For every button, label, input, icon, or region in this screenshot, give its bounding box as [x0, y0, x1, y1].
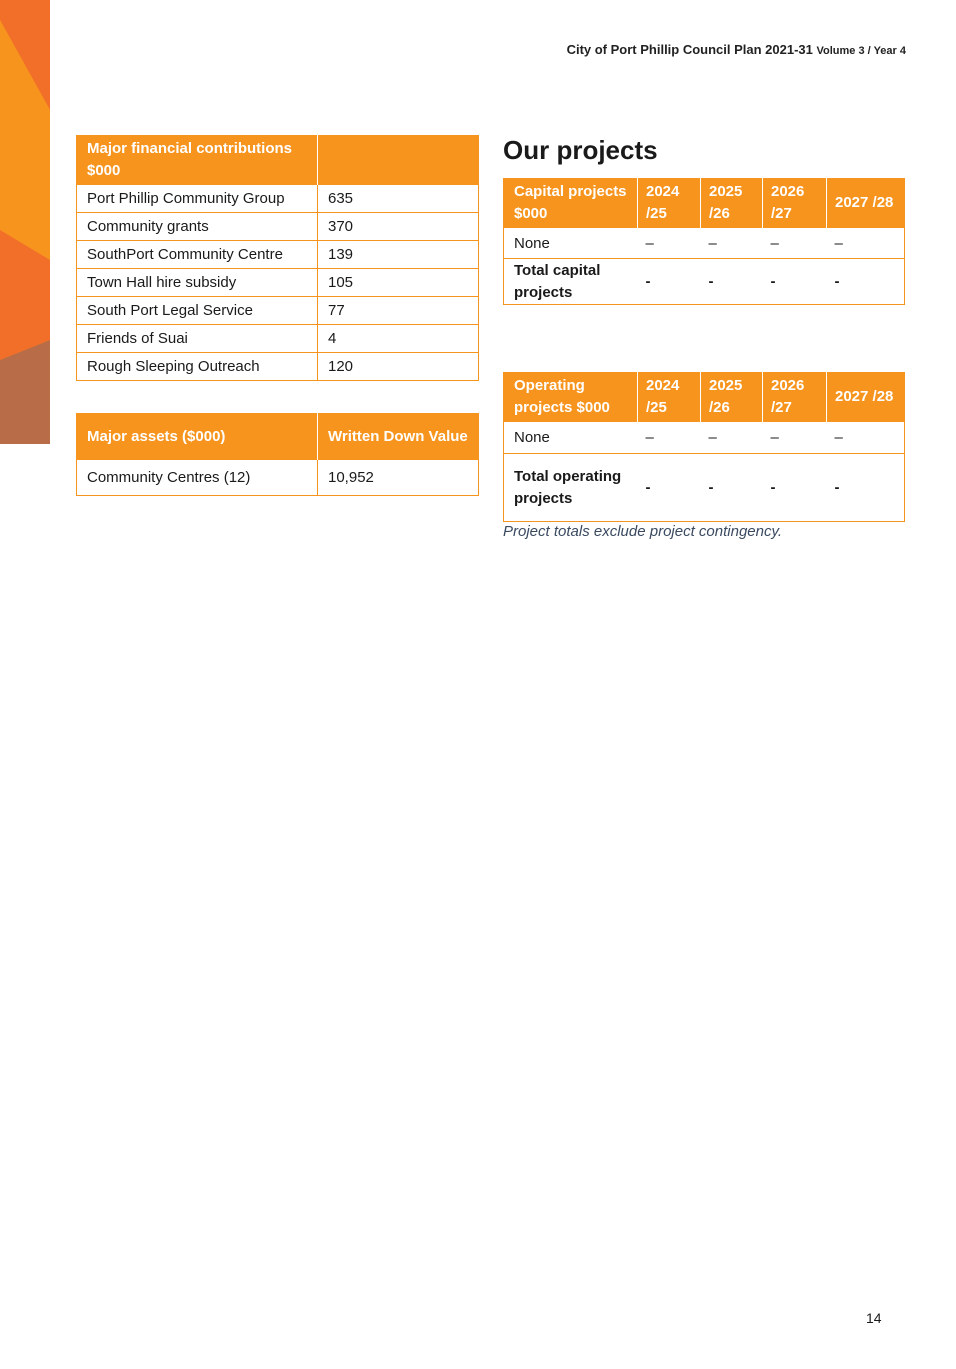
- total-value: -: [701, 454, 763, 522]
- table-header-row: [504, 179, 905, 228]
- row-label: SouthPort Community Centre: [77, 241, 318, 269]
- footnote: Project totals exclude project contingency.: [503, 523, 783, 540]
- column-header: Capital projects $000: [504, 179, 638, 228]
- table-row: [504, 228, 905, 259]
- table-header-row: [77, 136, 479, 185]
- table-row: [77, 269, 479, 297]
- row-value: 120: [318, 353, 479, 381]
- row-value: –: [701, 422, 763, 454]
- row-value: 4: [318, 325, 479, 353]
- row-label: Port Phillip Community Group: [77, 185, 318, 213]
- total-value: -: [638, 259, 701, 305]
- operating-projects-table: [503, 372, 905, 522]
- table-row: [77, 297, 479, 325]
- row-value: –: [638, 228, 701, 259]
- total-label: Total capital projects: [504, 259, 638, 305]
- section-title: Our projects: [503, 135, 658, 165]
- row-value: –: [763, 422, 827, 454]
- row-label: Friends of Suai: [77, 325, 318, 353]
- header-subtitle: Volume 3 / Year 4: [816, 45, 906, 57]
- table-row: [77, 213, 479, 241]
- table-row: [77, 353, 479, 381]
- year-header: 2025 /26: [701, 373, 763, 422]
- document-header: [567, 42, 906, 57]
- row-label: Rough Sleeping Outreach: [77, 353, 318, 381]
- table-row: [77, 325, 479, 353]
- table-row: [504, 422, 905, 454]
- row-value: 370: [318, 213, 479, 241]
- row-label: Town Hall hire subsidy: [77, 269, 318, 297]
- row-label: Community grants: [77, 213, 318, 241]
- column-header: Major financial contributions $000: [77, 136, 318, 185]
- row-value: 139: [318, 241, 479, 269]
- row-value: –: [827, 422, 905, 454]
- total-value: -: [763, 259, 827, 305]
- total-value: -: [827, 259, 905, 305]
- table-header-row: [77, 414, 479, 460]
- column-header: Major assets ($000): [77, 414, 318, 460]
- row-value: 105: [318, 269, 479, 297]
- year-header: 2024 /25: [638, 373, 701, 422]
- total-value: -: [827, 454, 905, 522]
- year-header: 2027 /28: [827, 373, 905, 422]
- table-row: [77, 460, 479, 496]
- row-value: 635: [318, 185, 479, 213]
- table-row: [77, 185, 479, 213]
- year-header: 2026 /27: [763, 373, 827, 422]
- row-value: –: [638, 422, 701, 454]
- row-label: None: [504, 228, 638, 259]
- total-value: -: [701, 259, 763, 305]
- year-header: 2024 /25: [638, 179, 701, 228]
- row-value: –: [701, 228, 763, 259]
- table-header-row: [504, 373, 905, 422]
- row-label: None: [504, 422, 638, 454]
- column-header: Written Down Value: [318, 414, 479, 460]
- major-assets-table: [76, 413, 479, 496]
- table-total-row: [504, 454, 905, 522]
- total-label: Total operating projects: [504, 454, 638, 522]
- table-row: [77, 241, 479, 269]
- page-number: 14: [866, 1310, 882, 1326]
- row-value: –: [827, 228, 905, 259]
- row-value: –: [763, 228, 827, 259]
- row-value: 10,952: [318, 460, 479, 496]
- year-header: 2027 /28: [827, 179, 905, 228]
- row-label: South Port Legal Service: [77, 297, 318, 325]
- year-header: 2026 /27: [763, 179, 827, 228]
- total-value: -: [763, 454, 827, 522]
- total-value: -: [638, 454, 701, 522]
- column-header: [318, 136, 479, 185]
- financial-contributions-table: [76, 135, 479, 381]
- decorative-side-art: [0, 0, 50, 444]
- capital-projects-table: [503, 178, 905, 305]
- header-title: City of Port Phillip Council Plan 2021-31: [566, 42, 813, 57]
- column-header: Operating projects $000: [504, 373, 638, 422]
- row-label: Community Centres (12): [77, 460, 318, 496]
- row-value: 77: [318, 297, 479, 325]
- year-header: 2025 /26: [701, 179, 763, 228]
- table-total-row: [504, 259, 905, 305]
